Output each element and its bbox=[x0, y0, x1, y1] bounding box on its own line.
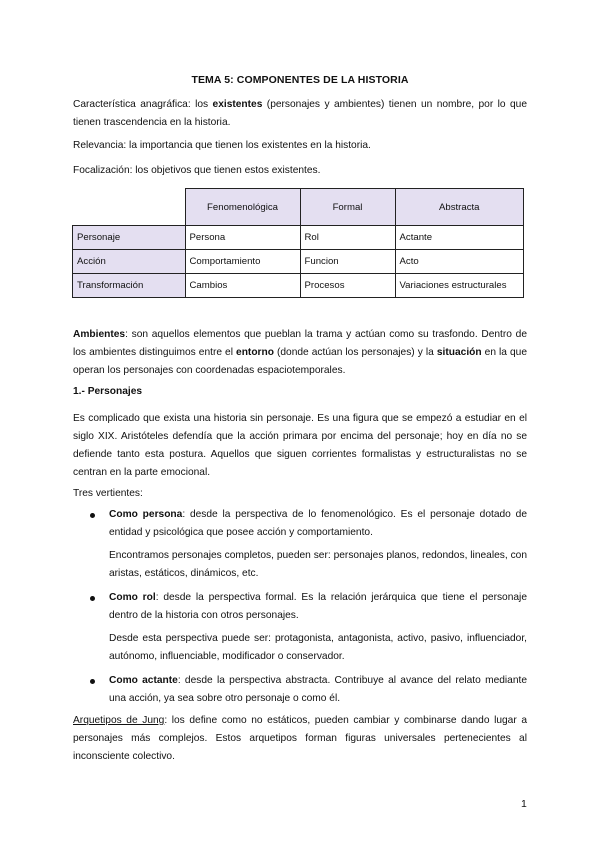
bullet-text bbox=[109, 672, 527, 708]
entorno-term: entorno bbox=[236, 347, 274, 358]
ambientes-term: Ambientes bbox=[73, 329, 126, 340]
components-table bbox=[72, 188, 524, 298]
caracteristica-lead: Característica anagráfica: los bbox=[73, 99, 213, 110]
ambientes-text-1: : son aquellos elementos que pueblan la trama y actúan como su trasfondo. Dentro de los ambientes distinguimos entre el bbox=[73, 329, 527, 358]
bullet-text bbox=[109, 589, 527, 625]
caracteristica-bold: existentes bbox=[212, 99, 263, 110]
table-corner-cell bbox=[73, 189, 186, 226]
table-header-row bbox=[73, 189, 524, 226]
bullet-description: : desde la perspectiva formal. Es la relación jerárquica que tiene el personaje dentro de la historia con otros personajes. bbox=[109, 592, 527, 621]
bullet-term: Como rol bbox=[109, 592, 156, 603]
ambientes-text-2: (donde actúan los personajes) y la bbox=[273, 347, 437, 358]
personajes-paragraph: Es complicado que exista una historia sin personaje. Es una figura que se empezó a estudiar en el siglo XIX. Aristóteles defendía que la acción primara por encima del personaje; hoy en día no se defiende tanto esta postura. Aquellos que siguen corrientes formalistas y estructuralistas no se centran en la parte emocional. bbox=[73, 413, 527, 478]
bullet-icon bbox=[90, 596, 95, 601]
table-cell: Actante bbox=[395, 226, 524, 250]
caracteristica-paragraph bbox=[73, 96, 527, 132]
section-heading-personajes: 1.- Personajes bbox=[73, 386, 143, 397]
relevancia-paragraph: Relevancia: la importancia que tienen los existentes en la historia. bbox=[73, 140, 371, 151]
table-cell: Variaciones estructurales bbox=[395, 274, 524, 298]
bullet-text bbox=[109, 506, 527, 542]
table-cell: Comportamiento bbox=[185, 250, 300, 274]
table-row-label: Acción bbox=[73, 250, 186, 274]
bullet-subparagraph: Desde esta perspectiva puede ser: protagonista, antagonista, activo, pasivo, influenciador, autónomo, influenciable, modificador o conservador. bbox=[109, 633, 527, 662]
table-row bbox=[73, 250, 524, 274]
focalizacion-paragraph: Focalización: los objetivos que tienen estos existentes. bbox=[73, 165, 321, 176]
page-number: 1 bbox=[521, 798, 527, 810]
jung-term: Arquetipos de Jung bbox=[73, 715, 165, 726]
tres-vertientes-label: Tres vertientes: bbox=[73, 488, 143, 499]
ambientes-paragraph bbox=[73, 326, 527, 380]
bullet-icon bbox=[90, 679, 95, 684]
table-cell: Procesos bbox=[300, 274, 395, 298]
table-row bbox=[73, 274, 524, 298]
situacion-term: situación bbox=[436, 347, 482, 358]
bullet-term: Como persona bbox=[109, 509, 183, 520]
bullet-subparagraph: Encontramos personajes completos, pueden ser: personajes planos, redondos, lineales, con aristas, estáticos, dinámicos, etc. bbox=[109, 550, 527, 579]
table-header-cell: Abstracta bbox=[395, 189, 524, 226]
bullet-term: Como actante bbox=[109, 675, 178, 686]
table-cell: Acto bbox=[395, 250, 524, 274]
table-row-label: Personaje bbox=[73, 226, 186, 250]
table-row bbox=[73, 226, 524, 250]
table-cell: Persona bbox=[185, 226, 300, 250]
bullet-icon bbox=[90, 513, 95, 518]
table-header-cell: Fenomenológica bbox=[185, 189, 300, 226]
table-cell: Funcion bbox=[300, 250, 395, 274]
table-cell: Rol bbox=[300, 226, 395, 250]
jung-text: : los define como no estáticos, pueden cambiar y combinarse dando lugar a personajes más complejos. Estos arquetipos forman figuras universales pertenecientes al inconsciente colectivo. bbox=[73, 715, 527, 762]
table-cell: Cambios bbox=[185, 274, 300, 298]
jung-paragraph bbox=[73, 712, 527, 766]
ambientes-text-3: en la que operan los personajes con coordenadas espaciotemporales. bbox=[73, 347, 528, 376]
caracteristica-rest: (personajes y ambientes) tienen un nombre, por lo que tienen trascendencia en la historia. bbox=[73, 99, 527, 128]
page-title: TEMA 5: COMPONENTES DE LA HISTORIA bbox=[191, 74, 409, 86]
bullet-description: : desde la perspectiva abstracta. Contribuye al avance del relato mediante una acción, ya sea sobre otro personaje o como él. bbox=[109, 675, 527, 704]
bullet-description: : desde la perspectiva de lo fenomenológico. Es el personaje dotado de entidad y psicológica que posee acción y comportamiento. bbox=[109, 509, 527, 538]
table-row-label: Transformación bbox=[73, 274, 186, 298]
table-header-cell: Formal bbox=[300, 189, 395, 226]
